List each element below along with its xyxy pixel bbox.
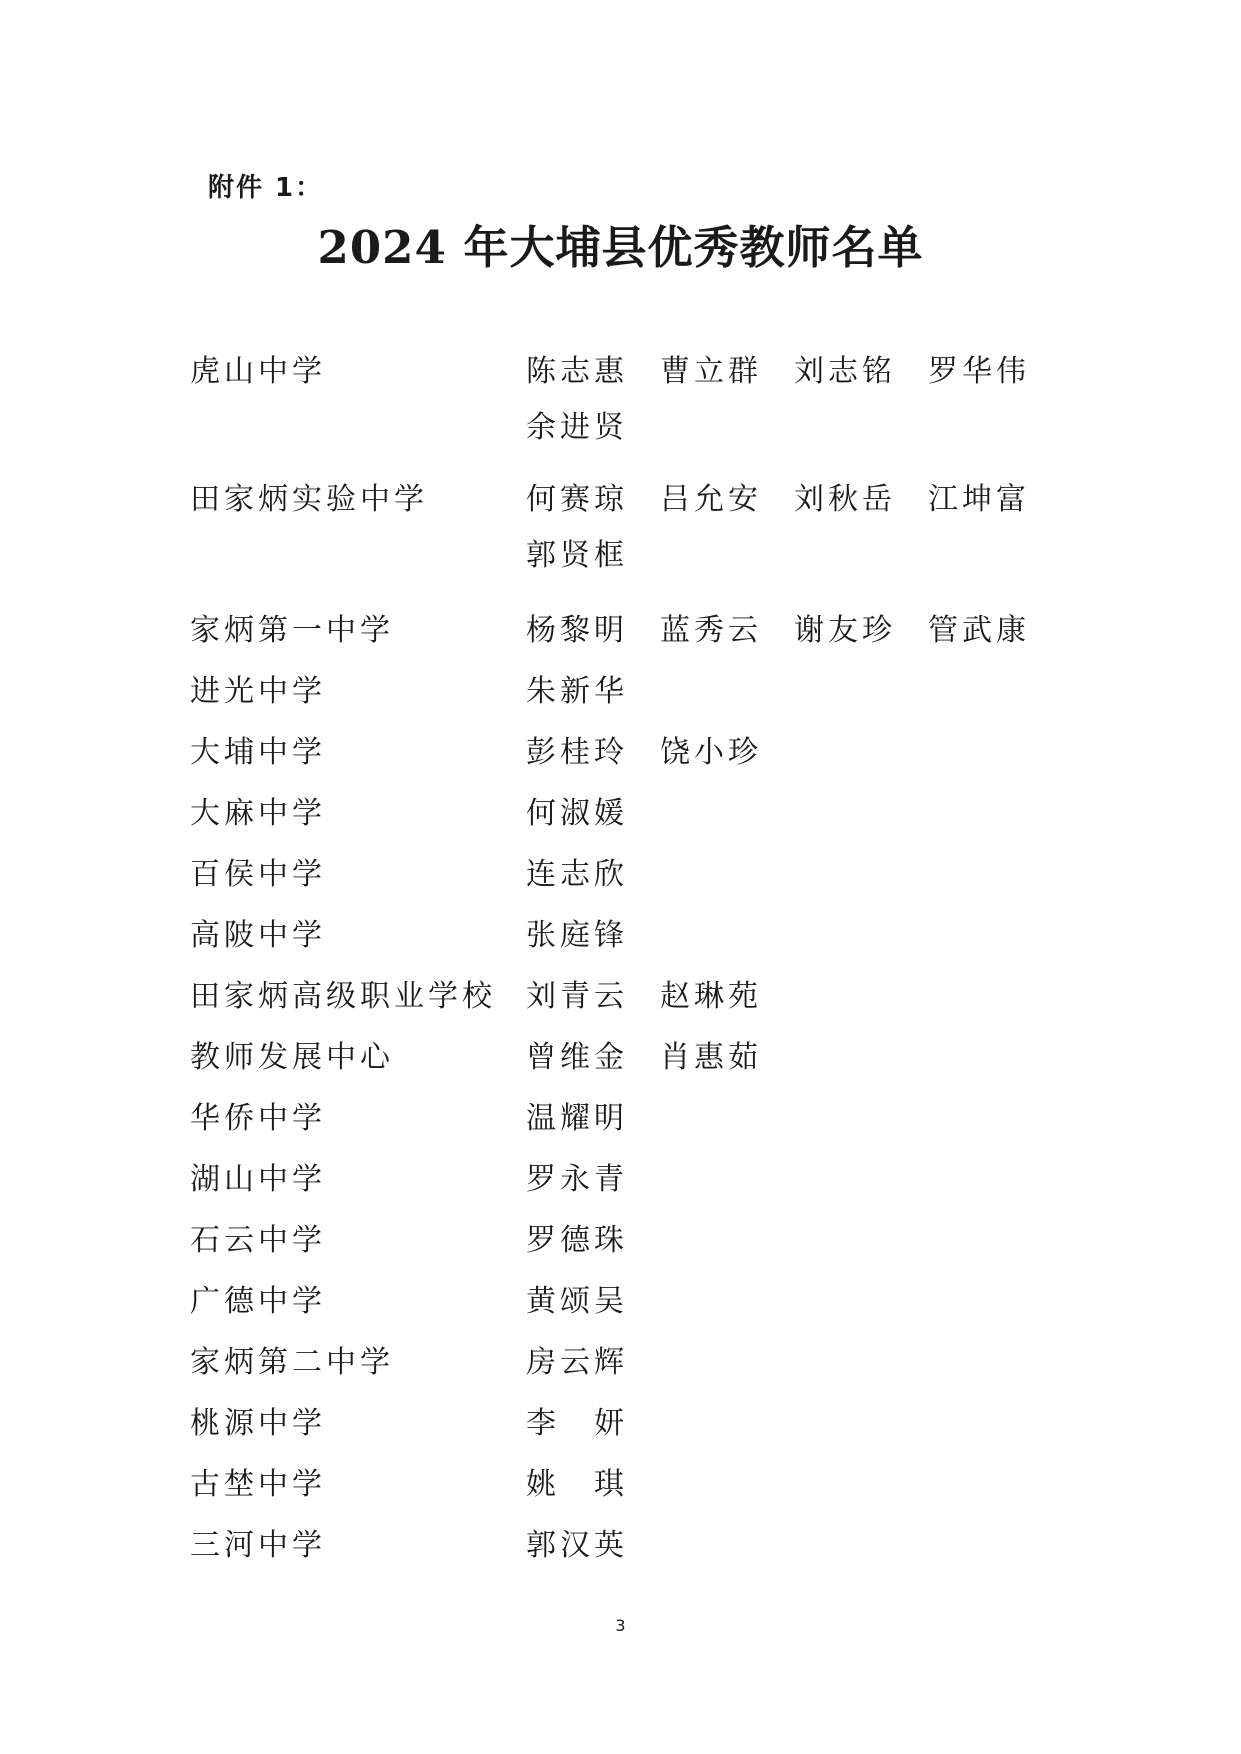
list-item: [190, 722, 1070, 783]
teacher-name: 曹立群: [660, 354, 762, 389]
list-item: [190, 1210, 1070, 1271]
teacher-names: [526, 472, 1070, 584]
list-item: [190, 1271, 1070, 1332]
teacher-names: [526, 844, 1070, 905]
teacher-names: [526, 1332, 1070, 1393]
school-name: 广德中学: [190, 1284, 326, 1319]
teacher-name: 刘青云: [526, 979, 628, 1014]
list-item: [190, 966, 1070, 1027]
school-name: 华侨中学: [190, 1101, 326, 1136]
school-name: 教师发展中心: [190, 1040, 394, 1075]
teacher-name: 赵琳苑: [660, 979, 762, 1014]
list-item: [190, 1027, 1070, 1088]
teacher-name: 房云辉: [526, 1345, 628, 1380]
teacher-names: [526, 966, 1070, 1027]
school-name: 家炳第二中学: [190, 1345, 394, 1380]
school-name: 进光中学: [190, 674, 326, 709]
school-name: 桃源中学: [190, 1406, 326, 1441]
list-item: [190, 661, 1070, 722]
teacher-names: [526, 1393, 1070, 1454]
teacher-names: [526, 600, 1070, 661]
school-name: 石云中学: [190, 1223, 326, 1258]
school-name: 三河中学: [190, 1528, 326, 1563]
list-item: [190, 1393, 1070, 1454]
list-item: [190, 600, 1070, 661]
school-name: 大埔中学: [190, 735, 326, 770]
attachment-label: 附件 1：: [208, 173, 324, 203]
school-name: 高陂中学: [190, 918, 326, 953]
teacher-name: 肖惠茹: [660, 1040, 762, 1075]
teacher-name: 罗华伟: [928, 354, 1030, 389]
teacher-names: [526, 661, 1070, 722]
school-name: 田家炳实验中学: [190, 482, 428, 517]
teacher-names: [526, 905, 1070, 966]
teacher-names: [526, 1210, 1070, 1271]
school-name: 百侯中学: [190, 857, 326, 892]
list-item: [190, 344, 1070, 456]
school-name: 古埜中学: [190, 1467, 326, 1502]
teacher-name: 刘志铭: [794, 354, 896, 389]
school-name: 湖山中学: [190, 1162, 326, 1197]
page-number: 3: [615, 1616, 626, 1635]
teacher-name: 余进贤: [526, 410, 628, 445]
school-name: 田家炳高级职业学校: [190, 979, 496, 1014]
teacher-list: [190, 344, 1070, 1576]
teacher-name: 陈志惠: [526, 354, 628, 389]
teacher-names: [526, 1027, 1070, 1088]
list-item: [190, 1515, 1070, 1576]
teacher-name: 彭桂玲: [526, 735, 628, 770]
list-item: [190, 783, 1070, 844]
teacher-name: 姚 琪: [526, 1467, 628, 1502]
teacher-name: 饶小珍: [660, 735, 762, 770]
school-name: 大麻中学: [190, 796, 326, 831]
list-item: [190, 1332, 1070, 1393]
teacher-name: 吕允安: [660, 482, 762, 517]
list-item: [190, 1088, 1070, 1149]
teacher-name: 何淑媛: [526, 796, 628, 831]
list-item: [190, 472, 1070, 584]
school-name: 虎山中学: [190, 354, 326, 389]
teacher-name: 杨黎明: [526, 613, 628, 648]
teacher-name: 李 妍: [526, 1406, 628, 1441]
list-item: [190, 844, 1070, 905]
list-item: [190, 1454, 1070, 1515]
teacher-names: [526, 783, 1070, 844]
teacher-names: [526, 1271, 1070, 1332]
teacher-name: 郭汉英: [526, 1528, 628, 1563]
teacher-names: [526, 344, 1070, 456]
teacher-name: 罗德珠: [526, 1223, 628, 1258]
teacher-names: [526, 1149, 1070, 1210]
teacher-name: 罗永青: [526, 1162, 628, 1197]
teacher-name: 管武康: [928, 613, 1030, 648]
teacher-name: 郭贤框: [526, 538, 628, 573]
list-item: [190, 1149, 1070, 1210]
teacher-name: 曾维金: [526, 1040, 628, 1075]
teacher-name: 张庭锋: [526, 918, 628, 953]
page-title: 2024 年大埔县优秀教师名单: [317, 221, 924, 274]
teacher-names: [526, 1454, 1070, 1515]
teacher-names: [526, 722, 1070, 783]
teacher-name: 刘秋岳: [794, 482, 896, 517]
teacher-name: 黄颂吴: [526, 1284, 628, 1319]
teacher-names: [526, 1515, 1070, 1576]
teacher-names: [526, 1088, 1070, 1149]
teacher-name: 蓝秀云: [660, 613, 762, 648]
teacher-name: 朱新华: [526, 674, 628, 709]
teacher-name: 温耀明: [526, 1101, 628, 1136]
school-name: 家炳第一中学: [190, 613, 394, 648]
teacher-name: 连志欣: [526, 857, 628, 892]
teacher-name: 谢友珍: [794, 613, 896, 648]
teacher-name: 何赛琼: [526, 482, 628, 517]
list-item: [190, 905, 1070, 966]
teacher-name: 江坤富: [928, 482, 1030, 517]
